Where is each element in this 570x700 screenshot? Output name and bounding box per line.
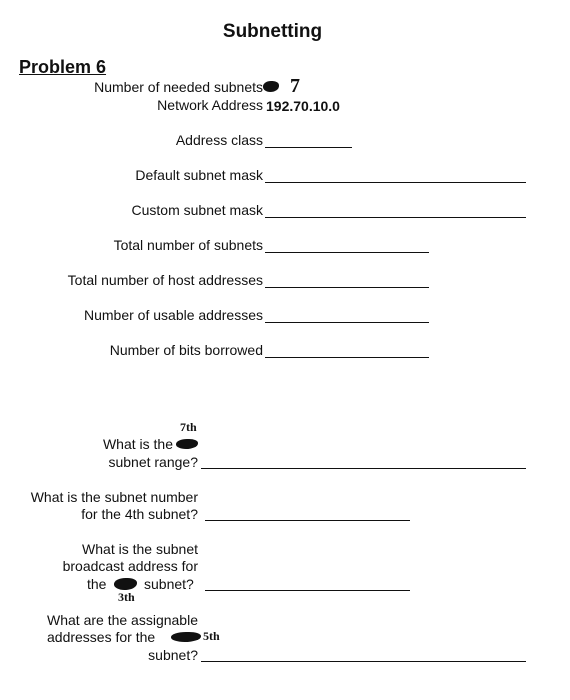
q1-text-line1: What is the [102, 436, 173, 452]
scribble-mark [263, 81, 279, 92]
q4-handwritten-ordinal: 5th [203, 629, 220, 643]
total-hosts-blank[interactable] [265, 287, 429, 288]
q3-text-line3a: the [87, 576, 107, 592]
needed-subnets-label: Number of needed subnets [94, 79, 263, 95]
network-address-value: 192.70.10.0 [266, 98, 340, 114]
q2-text-line1: What is the subnet number [30, 489, 198, 505]
bits-borrowed-label: Number of bits borrowed [109, 342, 263, 358]
scribble-mark [114, 578, 137, 590]
total-subnets-label: Total number of subnets [113, 237, 263, 253]
scribble-mark [176, 439, 198, 449]
needed-subnets-value: 7 [290, 75, 300, 97]
problem-heading: Problem 6 [19, 57, 107, 77]
q4-text-line3: subnet? [148, 647, 198, 663]
page-title: Subnetting [222, 21, 323, 42]
q4-text-line2: addresses for the [47, 629, 156, 645]
custom-mask-blank[interactable] [265, 217, 526, 218]
q3-text-line1: What is the subnet [82, 541, 198, 557]
q4-answer-blank[interactable] [201, 661, 526, 662]
bits-borrowed-blank[interactable] [265, 357, 429, 358]
q4-text-line1: What are the assignable [47, 612, 198, 628]
scribble-mark [171, 632, 201, 642]
default-mask-blank[interactable] [265, 182, 526, 183]
default-mask-label: Default subnet mask [135, 167, 263, 183]
total-subnets-blank[interactable] [265, 252, 429, 253]
q3-text-line3b: subnet? [144, 576, 194, 592]
q2-answer-blank[interactable] [205, 520, 410, 521]
q3-answer-blank[interactable] [205, 590, 410, 591]
total-hosts-label: Total number of host addresses [67, 272, 263, 288]
address-class-blank[interactable] [265, 147, 352, 148]
q1-text-line2: subnet range? [108, 454, 198, 470]
usable-addresses-blank[interactable] [265, 322, 429, 323]
q2-text-line2: for the 4th subnet? [81, 506, 198, 522]
q3-text-line2: broadcast address for [62, 558, 198, 574]
q3-handwritten-ordinal: 3th [118, 590, 135, 604]
q1-answer-blank[interactable] [201, 468, 526, 469]
custom-mask-label: Custom subnet mask [131, 202, 263, 218]
network-address-label: Network Address [157, 97, 263, 113]
q1-handwritten-ordinal: 7th [180, 420, 197, 434]
usable-addresses-label: Number of usable addresses [84, 307, 263, 323]
address-class-label: Address class [175, 132, 263, 148]
